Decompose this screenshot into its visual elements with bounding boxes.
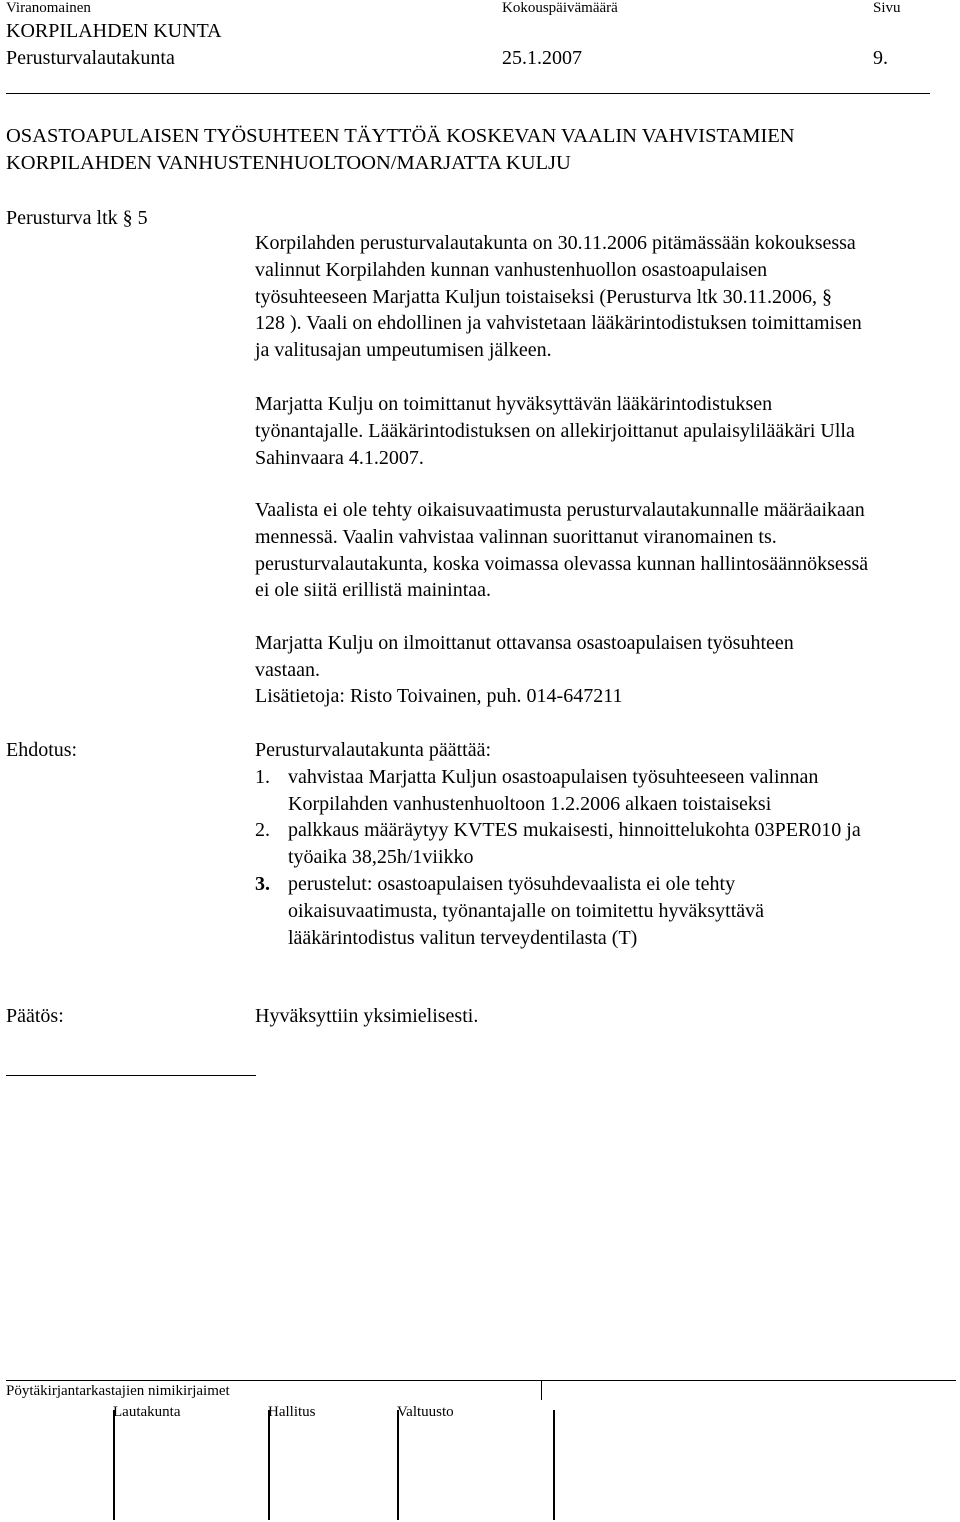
header-page-number: 9. [873,47,888,69]
footer-title: Pöytäkirjantarkastajien nimikirjaimet [6,1383,230,1399]
proposal-item-line: työaika 38,25h/1viikko [288,845,474,868]
document-title-line-2: KORPILAHDEN VANHUSTENHUOLTOON/MARJATTA KULJU [6,152,571,174]
header-label-meeting-date: Kokouspäivämäärä [502,0,618,16]
signature-line [397,1410,399,1520]
header-label-authority: Viranomainen [6,0,91,16]
paragraph-line: työnantajalle. Lääkärintodistuksen on allekirjoittanut apulaisylilääkäri Ulla [255,419,855,442]
signature-line [553,1410,555,1520]
document-title-line-1: OSASTOAPULAISEN TYÖSUHTEEN TÄYTTÖÄ KOSKEVAN VAALIN VAHVISTAMIEN [6,125,795,147]
proposal-item-number: 1. [255,766,270,788]
footer-column-board: Lautakunta [113,1404,181,1420]
paragraph-acceptance [255,630,960,684]
proposal-item-line: palkkaus määräytyy KVTES mukaisesti, hinnoittelukohta 03PER010 ja [288,819,861,841]
paragraph-line: ja valitusajan umpeutumisen jälkeen. [255,339,552,362]
paragraph-appeal [255,497,960,604]
footer-vertical-divider [541,1380,542,1400]
paragraph-line: 128 ). Vaali on ehdollinen ja vahvistetaan lääkärintodistuksen toimittamisen [255,312,862,335]
paragraph-line: valinnut Korpilahden kunnan vanhustenhuollon osastoapulaisen [255,258,768,281]
paragraph-line: Korpilahden perusturvalautakunta on 30.11.2006 pitämässään kokouksessa [255,232,856,254]
decision-text: Hyväksyttiin yksimielisesti. [255,1005,479,1027]
header-board: Perusturvalautakunta [6,47,175,69]
signature-line [113,1410,115,1520]
footer-divider [6,1380,956,1381]
paragraph-line: vastaan. [255,658,320,681]
header-divider [6,93,930,94]
proposal-item-line: perustelut: osastoapulaisen työsuhdevaalista ei ole tehty [288,873,736,895]
paragraph-background [255,230,960,364]
proposal-heading: Perusturvalautakunta päättää: [255,739,492,761]
paragraph-line: Sahinvaara 4.1.2007. [255,446,424,469]
header-organization: KORPILAHDEN KUNTA [6,20,222,42]
footer-column-council: Valtuusto [397,1404,454,1420]
proposal-item-line: lääkärintodistus valitun terveydentilasta (T) [288,926,638,949]
paragraph-line: Marjatta Kulju on ilmoittanut ottavansa osastoapulaisen työsuhteen [255,632,794,654]
signature-line [268,1410,270,1520]
section-label: Perusturva ltk § 5 [6,207,148,229]
decision-label: Päätös: [6,1005,64,1027]
footer-column-government: Hallitus [268,1404,316,1420]
proposal-item-number: 2. [255,819,270,841]
proposal-item-line: Korpilahden vanhustenhuoltoon 1.2.2006 alkaen toistaiseksi [288,792,772,815]
proposal-label: Ehdotus: [6,739,78,761]
paragraph-line: mennessä. Vaalin vahvistaa valinnan suorittanut viranomainen ts. [255,525,777,548]
contact-info: Lisätietoja: Risto Toivainen, puh. 014-647211 [255,685,623,707]
paragraph-medical-certificate [255,391,960,471]
header-date: 25.1.2007 [502,47,582,69]
header-label-page: Sivu [873,0,901,16]
paragraph-line: ei ole siitä erillistä mainintaa. [255,579,492,602]
paragraph-line: työsuhteeseen Marjatta Kuljun toistaiseksi (Perusturva ltk 30.11.2006, § [255,285,832,308]
end-divider [6,1075,256,1076]
paragraph-line: Vaalista ei ole tehty oikaisuvaatimusta perusturvalautakunnalle määräaikaan [255,499,865,521]
proposal-item-number: 3. [255,873,270,895]
proposal-item-line: oikaisuvaatimusta, työnantajalle on toimitettu hyväksyttävä [288,899,765,922]
paragraph-line: Marjatta Kulju on toimittanut hyväksyttävän lääkärintodistuksen [255,393,773,415]
proposal-item-line: vahvistaa Marjatta Kuljun osastoapulaisen työsuhteeseen valinnan [288,766,819,788]
paragraph-contact [255,683,960,710]
paragraph-line: perusturvalautakunta, koska voimassa olevassa kunnan hallintosäännöksessä [255,552,869,575]
